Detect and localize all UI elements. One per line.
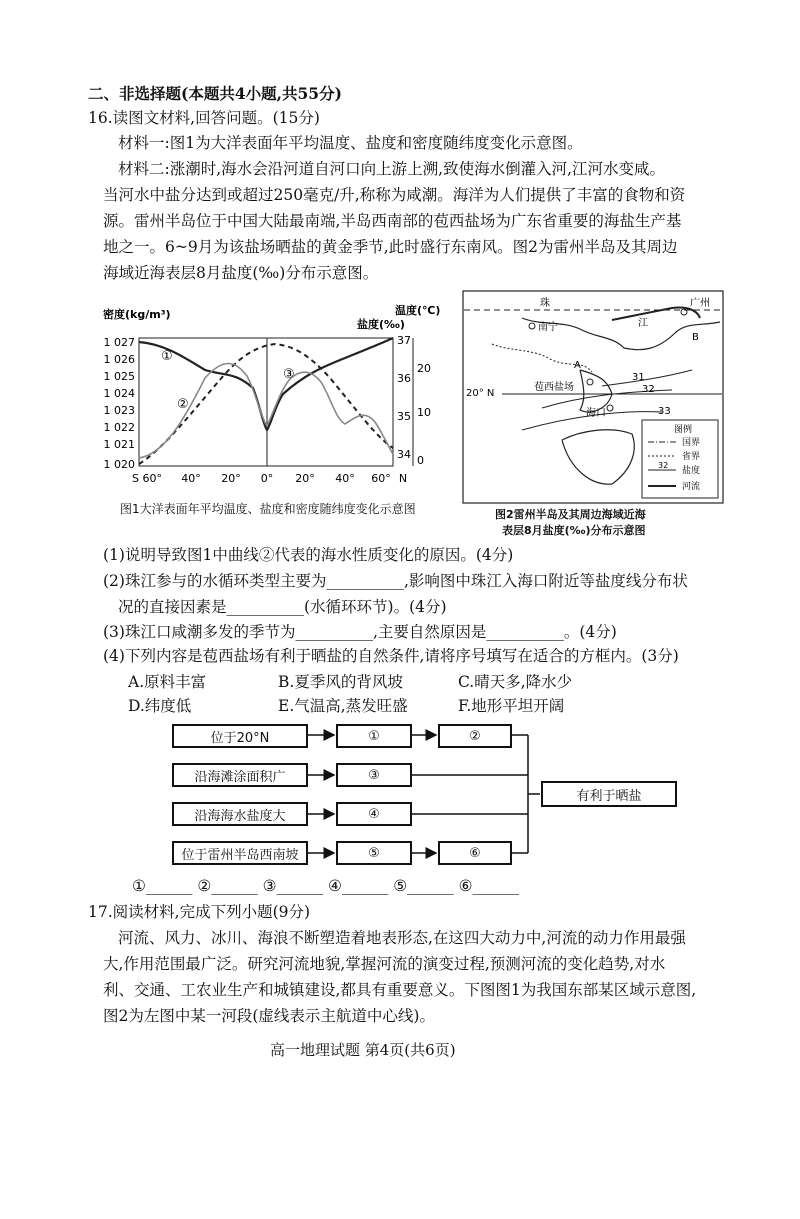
flow-box-slot-4[interactable]: ④: [336, 802, 412, 826]
q17-line: 大,作用范围最广泛。研究河流地貌,掌握河流的演变过程,预测河流的变化趋势,对水: [103, 955, 666, 973]
flow-box-left-1: 位于20°N: [172, 724, 308, 748]
sub-question-2: (2)珠江参与的水循环类型主要为__________,影响图中珠江入海口附近等盐度线分布状: [103, 572, 688, 590]
figure-2-caption: 图2雷州半岛及其周边海域近海: [495, 508, 646, 521]
salinity-tick: 35: [397, 410, 411, 423]
answer-blanks[interactable]: ①______ ②______ ③______ ④______ ⑤______ ⑥______: [132, 877, 520, 895]
option-c: C.晴天多,降水少: [458, 673, 573, 691]
label-33: 33: [658, 406, 671, 417]
label-lat: 20° N: [466, 388, 495, 399]
density-tick: 1 027: [103, 336, 135, 349]
q16-title: 16.读图文材料,回答问题。(15分): [88, 109, 320, 127]
material-2-line: 当河水中盐分达到或超过250毫克/升,称称为咸潮。海洋为人们提供了丰富的食物和资: [103, 186, 686, 204]
option-d: D.纬度低: [128, 697, 192, 715]
density-tick: 1 024: [103, 387, 135, 400]
label-yanchang: 苞西盐场: [534, 382, 574, 393]
label-zhu: 珠: [540, 298, 550, 309]
salinity-tick: 36: [397, 372, 411, 385]
option-a: A.原料丰富: [128, 673, 207, 691]
salinity-axis-title: 盐度(‰): [357, 318, 405, 331]
x-tick: 40°: [335, 472, 355, 485]
label-B: B: [692, 332, 699, 343]
flow-box-slot-6[interactable]: ⑥: [438, 841, 512, 865]
q17-line: 利、交通、工农业生产和城镇建设,都具有重要意义。下图图1为我国东部某区域示意图,: [103, 981, 697, 999]
sub-question-4: (4)下列内容是苞西盐场有利于晒盐的自然条件,请将序号填写在适合的方框内。(3分): [103, 647, 679, 665]
label-haikou: 海口: [586, 408, 606, 419]
temp-tick: 20: [417, 362, 431, 375]
salinity-tick: 34: [397, 448, 411, 461]
flow-box-result: 有利于晒盐: [541, 781, 677, 807]
x-tick: S 60°: [132, 472, 162, 485]
flow-box-left-4: 位于雷州半岛西南坡: [172, 841, 308, 865]
curve-label-1: ①: [161, 349, 173, 364]
x-tick: 60°: [371, 472, 391, 485]
label-nanning: 南宁: [538, 322, 558, 333]
material-2-line: 海域近海表层8月盐度(‰)分布示意图。: [103, 264, 379, 282]
density-tick: 1 023: [103, 404, 135, 417]
q17-line: 河流、风力、冰川、海浪不断塑造着地表形态,在这四大动力中,河流的动力作用最强: [118, 929, 686, 947]
sub-question-3: (3)珠江口咸潮多发的季节为__________,主要自然原因是__________。(4分): [103, 623, 617, 641]
density-tick: 1 026: [103, 353, 135, 366]
temp-axis-title: 温度(℃): [395, 304, 441, 317]
legend-item: 河流: [682, 482, 701, 492]
label-31: 31: [632, 372, 645, 383]
legend-iso-value: 32: [658, 461, 669, 470]
figure-2-caption: 表层8月盐度(‰)分布示意图: [502, 524, 646, 537]
curve-label-3: ③: [283, 367, 295, 382]
x-tick: N: [398, 472, 408, 485]
density-axis-title: 密度(kg/m³): [103, 308, 171, 321]
q17-line: 图2为左图中某一河段(虚线表示主航道中心线)。: [103, 1007, 435, 1025]
sub-question-2-cont: 况的直接因素是__________(水循环环节)。(4分): [118, 598, 447, 616]
legend-title: 图例: [674, 425, 693, 435]
salinity-tick: 37: [397, 334, 411, 347]
label-guangzhou: 广州: [690, 298, 710, 309]
x-tick: 20°: [295, 472, 315, 485]
x-tick: 0°: [260, 472, 274, 485]
density-tick: 1 021: [103, 438, 135, 451]
label-A: A: [574, 360, 581, 371]
option-e: E.气温高,蒸发旺盛: [278, 697, 408, 715]
flow-box-slot-1[interactable]: ①: [336, 724, 412, 748]
curve-label-2: ②: [177, 397, 189, 412]
legend-item: 盐度: [682, 466, 701, 476]
material-2-line: 材料二:涨潮时,海水会沿河道自河口向上游上溯,致使海水倒灌入河,江河水变咸。: [118, 160, 666, 178]
page-footer: 高一地理试题 第4页(共6页): [270, 1041, 456, 1059]
temp-tick: 0: [417, 454, 424, 467]
figure-1-caption: 图1大洋表面年平均温度、盐度和密度随纬度变化示意图: [120, 502, 416, 516]
legend-item: 省界: [682, 452, 701, 462]
x-tick: 20°: [221, 472, 241, 485]
x-tick: 40°: [181, 472, 201, 485]
option-b: B.夏季风的背风坡: [278, 673, 403, 691]
material-2-line: 地之一。6~9月为该盐场晒盐的黄金季节,此时盛行东南风。图2为雷州半岛及其周边: [103, 238, 678, 256]
label-jiang: 江: [638, 318, 648, 329]
density-tick: 1 025: [103, 370, 135, 383]
flow-box-slot-2[interactable]: ②: [438, 724, 512, 748]
legend-item: 国界: [682, 438, 701, 448]
temp-tick: 10: [417, 406, 431, 419]
flow-box-left-2: 沿海滩涂面积广: [172, 763, 308, 787]
section-title: 二、非选择题(本题共4小题,共55分): [88, 84, 342, 103]
material-1: 材料一:图1为大洋表面年平均温度、盐度和密度随纬度变化示意图。: [118, 134, 583, 152]
flow-box-slot-3[interactable]: ③: [336, 763, 412, 787]
density-tick: 1 020: [103, 458, 135, 471]
label-32: 32: [642, 384, 655, 395]
q17-title: 17.阅读材料,完成下列小题(9分): [88, 903, 311, 921]
flow-box-left-3: 沿海海水盐度大: [172, 802, 308, 826]
material-2-line: 源。雷州半岛位于中国大陆最南端,半岛西南部的苞西盐场为广东省重要的海盐生产基: [103, 212, 682, 230]
density-tick: 1 022: [103, 421, 135, 434]
flow-box-slot-5[interactable]: ⑤: [336, 841, 412, 865]
sub-question-1: (1)说明导致图1中曲线②代表的海水性质变化的原因。(4分): [103, 546, 514, 564]
option-f: F.地形平坦开阔: [458, 697, 565, 715]
